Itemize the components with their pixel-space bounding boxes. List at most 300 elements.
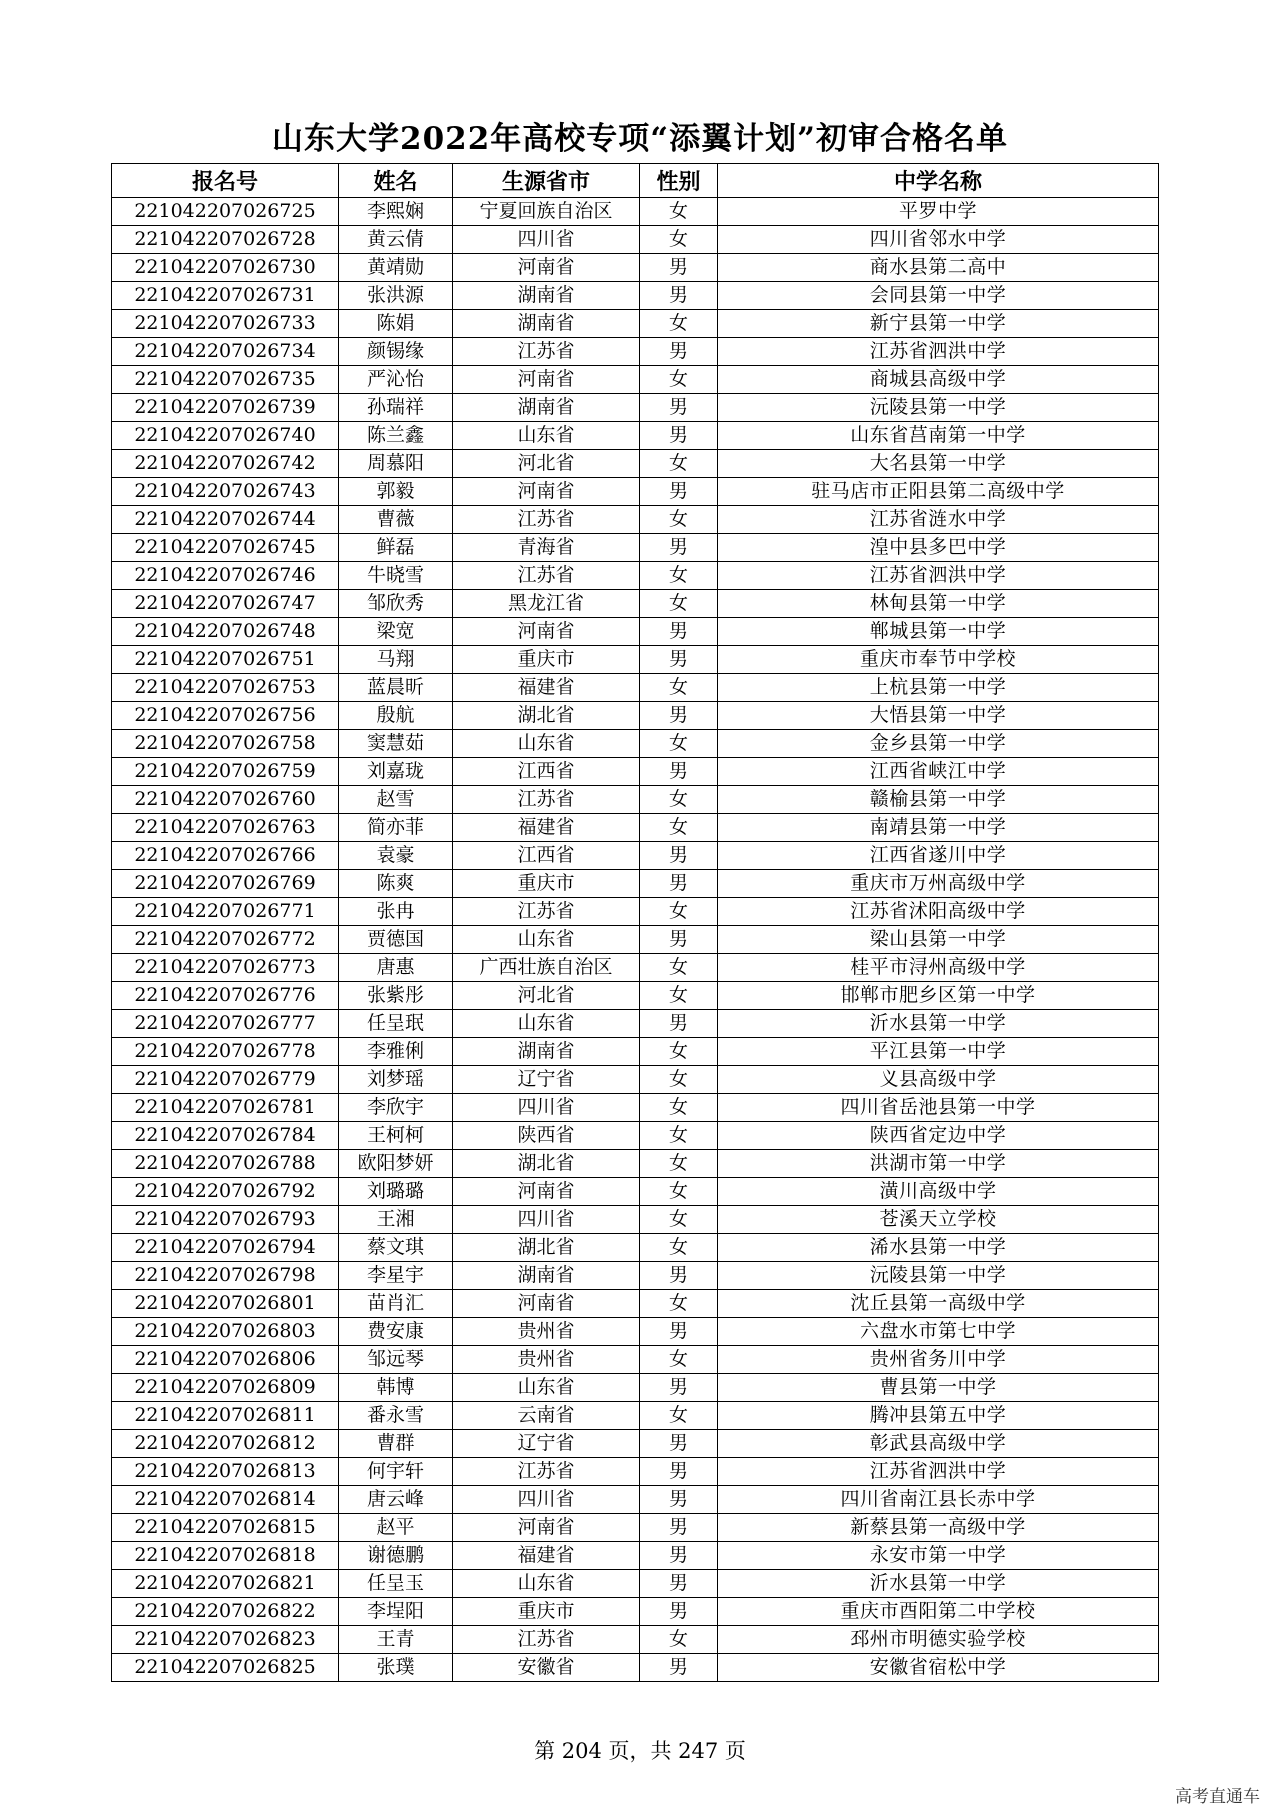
name-cell: 曹群 <box>339 1430 453 1458</box>
table-row <box>112 618 1159 646</box>
registration-number-cell: 221042207026794 <box>112 1234 339 1262</box>
province-cell: 山东省 <box>453 422 640 450</box>
province-cell: 河南省 <box>453 1178 640 1206</box>
registration-number-cell: 221042207026777 <box>112 1010 339 1038</box>
registration-number-cell: 221042207026776 <box>112 982 339 1010</box>
province-cell: 重庆市 <box>453 870 640 898</box>
province-cell: 江苏省 <box>453 338 640 366</box>
province-cell: 山东省 <box>453 926 640 954</box>
name-cell: 苗肖汇 <box>339 1290 453 1318</box>
table-row <box>112 730 1159 758</box>
province-cell: 江西省 <box>453 842 640 870</box>
registration-number-cell: 221042207026793 <box>112 1206 339 1234</box>
name-cell: 王湘 <box>339 1206 453 1234</box>
school-cell: 新蔡县第一高级中学 <box>718 1514 1159 1542</box>
name-cell: 郭毅 <box>339 478 453 506</box>
gender-cell: 男 <box>640 1430 718 1458</box>
registration-number-cell: 221042207026801 <box>112 1290 339 1318</box>
table-row <box>112 1542 1159 1570</box>
table-row <box>112 1570 1159 1598</box>
school-cell: 四川省邻水中学 <box>718 226 1159 254</box>
table-row <box>112 1150 1159 1178</box>
registration-number-cell: 221042207026733 <box>112 310 339 338</box>
table-row <box>112 758 1159 786</box>
registration-number-cell: 221042207026751 <box>112 646 339 674</box>
province-cell: 江苏省 <box>453 898 640 926</box>
school-cell: 六盘水市第七中学 <box>718 1318 1159 1346</box>
gender-cell: 女 <box>640 590 718 618</box>
registration-number-cell: 221042207026728 <box>112 226 339 254</box>
school-cell: 江苏省泗洪中学 <box>718 1458 1159 1486</box>
name-cell: 陈爽 <box>339 870 453 898</box>
name-cell: 李熙娴 <box>339 198 453 226</box>
name-cell: 梁宽 <box>339 618 453 646</box>
province-cell: 四川省 <box>453 1206 640 1234</box>
name-cell: 蓝晨昕 <box>339 674 453 702</box>
school-cell: 永安市第一中学 <box>718 1542 1159 1570</box>
school-cell: 江苏省涟水中学 <box>718 506 1159 534</box>
gender-cell: 女 <box>640 1402 718 1430</box>
table-row <box>112 1178 1159 1206</box>
name-cell: 何宇轩 <box>339 1458 453 1486</box>
school-cell: 洪湖市第一中学 <box>718 1150 1159 1178</box>
page-title: 山东大学2022年高校专项“添翼计划”初审合格名单 <box>272 121 1008 157</box>
school-cell: 潢川高级中学 <box>718 1178 1159 1206</box>
school-cell: 江苏省泗洪中学 <box>718 562 1159 590</box>
name-cell: 唐惠 <box>339 954 453 982</box>
province-cell: 江苏省 <box>453 1458 640 1486</box>
registration-number-cell: 221042207026725 <box>112 198 339 226</box>
registration-number-cell: 221042207026772 <box>112 926 339 954</box>
gender-cell: 男 <box>640 1486 718 1514</box>
name-cell: 谢德鹏 <box>339 1542 453 1570</box>
table-row <box>112 674 1159 702</box>
school-cell: 浠水县第一中学 <box>718 1234 1159 1262</box>
table-row <box>112 1486 1159 1514</box>
school-cell: 腾冲县第五中学 <box>718 1402 1159 1430</box>
gender-cell: 女 <box>640 562 718 590</box>
school-cell: 沂水县第一中学 <box>718 1010 1159 1038</box>
province-cell: 江西省 <box>453 758 640 786</box>
province-cell: 河南省 <box>453 478 640 506</box>
header-registration-number: 报名号 <box>112 164 339 198</box>
name-cell: 蔡文琪 <box>339 1234 453 1262</box>
registration-number-cell: 221042207026815 <box>112 1514 339 1542</box>
province-cell: 河南省 <box>453 1514 640 1542</box>
registration-number-cell: 221042207026744 <box>112 506 339 534</box>
province-cell: 福建省 <box>453 674 640 702</box>
table-row <box>112 982 1159 1010</box>
table-row <box>112 814 1159 842</box>
school-cell: 赣榆县第一中学 <box>718 786 1159 814</box>
province-cell: 河南省 <box>453 618 640 646</box>
gender-cell: 男 <box>640 926 718 954</box>
name-cell: 欧阳梦妍 <box>339 1150 453 1178</box>
table-row <box>112 1514 1159 1542</box>
table-row <box>112 1374 1159 1402</box>
province-cell: 贵州省 <box>453 1346 640 1374</box>
school-cell: 四川省岳池县第一中学 <box>718 1094 1159 1122</box>
name-cell: 张洪源 <box>339 282 453 310</box>
gender-cell: 男 <box>640 534 718 562</box>
registration-number-cell: 221042207026743 <box>112 478 339 506</box>
table-row <box>112 1206 1159 1234</box>
table-row <box>112 1066 1159 1094</box>
province-cell: 四川省 <box>453 1094 640 1122</box>
name-cell: 周慕阳 <box>339 450 453 478</box>
gender-cell: 男 <box>640 702 718 730</box>
registration-number-cell: 221042207026730 <box>112 254 339 282</box>
registration-number-cell: 221042207026766 <box>112 842 339 870</box>
gender-cell: 女 <box>640 366 718 394</box>
registration-number-cell: 221042207026806 <box>112 1346 339 1374</box>
province-cell: 黑龙江省 <box>453 590 640 618</box>
gender-cell: 女 <box>640 1290 718 1318</box>
name-cell: 李埕阳 <box>339 1598 453 1626</box>
registration-number-cell: 221042207026731 <box>112 282 339 310</box>
name-cell: 陈兰鑫 <box>339 422 453 450</box>
gender-cell: 男 <box>640 1458 718 1486</box>
name-cell: 张冉 <box>339 898 453 926</box>
name-cell: 殷航 <box>339 702 453 730</box>
province-cell: 江苏省 <box>453 1626 640 1654</box>
province-cell: 山东省 <box>453 1570 640 1598</box>
registration-number-cell: 221042207026809 <box>112 1374 339 1402</box>
province-cell: 湖北省 <box>453 1150 640 1178</box>
school-cell: 金乡县第一中学 <box>718 730 1159 758</box>
province-cell: 河南省 <box>453 366 640 394</box>
table-row <box>112 422 1159 450</box>
registration-number-cell: 221042207026798 <box>112 1262 339 1290</box>
table-row <box>112 842 1159 870</box>
registration-number-cell: 221042207026748 <box>112 618 339 646</box>
registration-number-cell: 221042207026756 <box>112 702 339 730</box>
name-cell: 刘璐璐 <box>339 1178 453 1206</box>
registration-number-cell: 221042207026739 <box>112 394 339 422</box>
school-cell: 江苏省泗洪中学 <box>718 338 1159 366</box>
gender-cell: 男 <box>640 1374 718 1402</box>
school-cell: 商城县高级中学 <box>718 366 1159 394</box>
gender-cell: 女 <box>640 1122 718 1150</box>
registration-number-cell: 221042207026758 <box>112 730 339 758</box>
gender-cell: 女 <box>640 674 718 702</box>
qualified-list-table <box>111 163 1159 1682</box>
province-cell: 山东省 <box>453 1010 640 1038</box>
school-cell: 四川省南江县长赤中学 <box>718 1486 1159 1514</box>
table-header-row <box>112 164 1159 198</box>
gender-cell: 女 <box>640 450 718 478</box>
province-cell: 辽宁省 <box>453 1430 640 1458</box>
page-footer: 第 204 页，共 247 页 <box>534 1739 746 1763</box>
gender-cell: 女 <box>640 730 718 758</box>
province-cell: 重庆市 <box>453 646 640 674</box>
name-cell: 费安康 <box>339 1318 453 1346</box>
province-cell: 湖北省 <box>453 702 640 730</box>
registration-number-cell: 221042207026792 <box>112 1178 339 1206</box>
table-row <box>112 506 1159 534</box>
school-cell: 重庆市奉节中学校 <box>718 646 1159 674</box>
registration-number-cell: 221042207026779 <box>112 1066 339 1094</box>
name-cell: 颜锡缘 <box>339 338 453 366</box>
registration-number-cell: 221042207026745 <box>112 534 339 562</box>
registration-number-cell: 221042207026825 <box>112 1654 339 1682</box>
gender-cell: 女 <box>640 1234 718 1262</box>
table-row <box>112 1094 1159 1122</box>
school-cell: 郸城县第一中学 <box>718 618 1159 646</box>
school-cell: 苍溪天立学校 <box>718 1206 1159 1234</box>
name-cell: 鲜磊 <box>339 534 453 562</box>
table-row <box>112 450 1159 478</box>
province-cell: 重庆市 <box>453 1598 640 1626</box>
gender-cell: 男 <box>640 842 718 870</box>
province-cell: 湖南省 <box>453 1038 640 1066</box>
gender-cell: 女 <box>640 898 718 926</box>
gender-cell: 男 <box>640 338 718 366</box>
province-cell: 广西壮族自治区 <box>453 954 640 982</box>
school-cell: 邯郸市肥乡区第一中学 <box>718 982 1159 1010</box>
table-row <box>112 786 1159 814</box>
registration-number-cell: 221042207026778 <box>112 1038 339 1066</box>
registration-number-cell: 221042207026759 <box>112 758 339 786</box>
gender-cell: 女 <box>640 1626 718 1654</box>
province-cell: 河北省 <box>453 450 640 478</box>
school-cell: 桂平市浔州高级中学 <box>718 954 1159 982</box>
table-row <box>112 926 1159 954</box>
gender-cell: 男 <box>640 394 718 422</box>
header-province: 生源省市 <box>453 164 640 198</box>
gender-cell: 女 <box>640 1038 718 1066</box>
province-cell: 山东省 <box>453 1374 640 1402</box>
registration-number-cell: 221042207026760 <box>112 786 339 814</box>
province-cell: 福建省 <box>453 1542 640 1570</box>
table-row <box>112 1458 1159 1486</box>
province-cell: 河北省 <box>453 982 640 1010</box>
table-row <box>112 394 1159 422</box>
name-cell: 唐云峰 <box>339 1486 453 1514</box>
province-cell: 江苏省 <box>453 506 640 534</box>
province-cell: 辽宁省 <box>453 1066 640 1094</box>
school-cell: 江苏省沭阳高级中学 <box>718 898 1159 926</box>
gender-cell: 女 <box>640 1178 718 1206</box>
table-row <box>112 1654 1159 1682</box>
registration-number-cell: 221042207026742 <box>112 450 339 478</box>
gender-cell: 男 <box>640 478 718 506</box>
province-cell: 江苏省 <box>453 562 640 590</box>
name-cell: 陈娟 <box>339 310 453 338</box>
school-cell: 梁山县第一中学 <box>718 926 1159 954</box>
gender-cell: 女 <box>640 982 718 1010</box>
province-cell: 湖南省 <box>453 394 640 422</box>
registration-number-cell: 221042207026740 <box>112 422 339 450</box>
table-row <box>112 1234 1159 1262</box>
registration-number-cell: 221042207026823 <box>112 1626 339 1654</box>
table-row <box>112 702 1159 730</box>
registration-number-cell: 221042207026812 <box>112 1430 339 1458</box>
gender-cell: 男 <box>640 1654 718 1682</box>
school-cell: 平江县第一中学 <box>718 1038 1159 1066</box>
header-school: 中学名称 <box>718 164 1159 198</box>
gender-cell: 男 <box>640 282 718 310</box>
province-cell: 青海省 <box>453 534 640 562</box>
province-cell: 湖南省 <box>453 282 640 310</box>
school-cell: 湟中县多巴中学 <box>718 534 1159 562</box>
name-cell: 贾德国 <box>339 926 453 954</box>
gender-cell: 男 <box>640 1598 718 1626</box>
province-cell: 江苏省 <box>453 786 640 814</box>
school-cell: 沅陵县第一中学 <box>718 394 1159 422</box>
gender-cell: 女 <box>640 198 718 226</box>
name-cell: 袁豪 <box>339 842 453 870</box>
school-cell: 平罗中学 <box>718 198 1159 226</box>
gender-cell: 女 <box>640 786 718 814</box>
name-cell: 孙瑞祥 <box>339 394 453 422</box>
school-cell: 重庆市万州高级中学 <box>718 870 1159 898</box>
school-cell: 义县高级中学 <box>718 1066 1159 1094</box>
province-cell: 湖南省 <box>453 1262 640 1290</box>
school-cell: 江西省峡江中学 <box>718 758 1159 786</box>
gender-cell: 女 <box>640 226 718 254</box>
watermark: 高考直通车 <box>1175 1787 1260 1807</box>
school-cell: 邳州市明德实验学校 <box>718 1626 1159 1654</box>
registration-number-cell: 221042207026734 <box>112 338 339 366</box>
registration-number-cell: 221042207026821 <box>112 1570 339 1598</box>
school-cell: 沈丘县第一高级中学 <box>718 1290 1159 1318</box>
header-name: 姓名 <box>339 164 453 198</box>
table-row <box>112 338 1159 366</box>
name-cell: 王柯柯 <box>339 1122 453 1150</box>
table-row <box>112 1010 1159 1038</box>
name-cell: 李欣宇 <box>339 1094 453 1122</box>
registration-number-cell: 221042207026763 <box>112 814 339 842</box>
registration-number-cell: 221042207026814 <box>112 1486 339 1514</box>
school-cell: 曹县第一中学 <box>718 1374 1159 1402</box>
name-cell: 刘梦瑶 <box>339 1066 453 1094</box>
province-cell: 河南省 <box>453 1290 640 1318</box>
name-cell: 任呈珉 <box>339 1010 453 1038</box>
table-row <box>112 282 1159 310</box>
province-cell: 河南省 <box>453 254 640 282</box>
registration-number-cell: 221042207026803 <box>112 1318 339 1346</box>
province-cell: 湖南省 <box>453 310 640 338</box>
school-cell: 贵州省务川中学 <box>718 1346 1159 1374</box>
name-cell: 赵雪 <box>339 786 453 814</box>
table-row <box>112 562 1159 590</box>
registration-number-cell: 221042207026747 <box>112 590 339 618</box>
table-row <box>112 1430 1159 1458</box>
table-row <box>112 1318 1159 1346</box>
name-cell: 牛晓雪 <box>339 562 453 590</box>
province-cell: 安徽省 <box>453 1654 640 1682</box>
registration-number-cell: 221042207026788 <box>112 1150 339 1178</box>
gender-cell: 女 <box>640 1206 718 1234</box>
name-cell: 王青 <box>339 1626 453 1654</box>
name-cell: 邹远琴 <box>339 1346 453 1374</box>
school-cell: 沅陵县第一中学 <box>718 1262 1159 1290</box>
table-row <box>112 1598 1159 1626</box>
table-row <box>112 254 1159 282</box>
table-row <box>112 590 1159 618</box>
gender-cell: 女 <box>640 954 718 982</box>
registration-number-cell: 221042207026771 <box>112 898 339 926</box>
school-cell: 林甸县第一中学 <box>718 590 1159 618</box>
gender-cell: 女 <box>640 814 718 842</box>
school-cell: 会同县第一中学 <box>718 282 1159 310</box>
school-cell: 沂水县第一中学 <box>718 1570 1159 1598</box>
table-row <box>112 870 1159 898</box>
province-cell: 福建省 <box>453 814 640 842</box>
name-cell: 窦慧茹 <box>339 730 453 758</box>
gender-cell: 女 <box>640 1094 718 1122</box>
province-cell: 四川省 <box>453 1486 640 1514</box>
gender-cell: 男 <box>640 1542 718 1570</box>
table-row <box>112 366 1159 394</box>
registration-number-cell: 221042207026773 <box>112 954 339 982</box>
gender-cell: 女 <box>640 1066 718 1094</box>
name-cell: 严沁怡 <box>339 366 453 394</box>
gender-cell: 男 <box>640 422 718 450</box>
school-cell: 大悟县第一中学 <box>718 702 1159 730</box>
province-cell: 湖北省 <box>453 1234 640 1262</box>
gender-cell: 男 <box>640 618 718 646</box>
gender-cell: 男 <box>640 254 718 282</box>
name-cell: 任呈玉 <box>339 1570 453 1598</box>
registration-number-cell: 221042207026813 <box>112 1458 339 1486</box>
name-cell: 韩博 <box>339 1374 453 1402</box>
table-row <box>112 898 1159 926</box>
name-cell: 邹欣秀 <box>339 590 453 618</box>
school-cell: 商水县第二高中 <box>718 254 1159 282</box>
name-cell: 刘嘉珑 <box>339 758 453 786</box>
school-cell: 上杭县第一中学 <box>718 674 1159 702</box>
registration-number-cell: 221042207026784 <box>112 1122 339 1150</box>
gender-cell: 女 <box>640 1346 718 1374</box>
table-row <box>112 1038 1159 1066</box>
registration-number-cell: 221042207026735 <box>112 366 339 394</box>
name-cell: 张璞 <box>339 1654 453 1682</box>
table-row <box>112 534 1159 562</box>
table-row <box>112 478 1159 506</box>
table-row <box>112 226 1159 254</box>
province-cell: 陕西省 <box>453 1122 640 1150</box>
table-row <box>112 198 1159 226</box>
gender-cell: 男 <box>640 646 718 674</box>
registration-number-cell: 221042207026753 <box>112 674 339 702</box>
name-cell: 马翔 <box>339 646 453 674</box>
school-cell: 江西省遂川中学 <box>718 842 1159 870</box>
gender-cell: 男 <box>640 758 718 786</box>
name-cell: 黄靖勋 <box>339 254 453 282</box>
school-cell: 彰武县高级中学 <box>718 1430 1159 1458</box>
school-cell: 大名县第一中学 <box>718 450 1159 478</box>
registration-number-cell: 221042207026769 <box>112 870 339 898</box>
name-cell: 番永雪 <box>339 1402 453 1430</box>
registration-number-cell: 221042207026746 <box>112 562 339 590</box>
gender-cell: 男 <box>640 1318 718 1346</box>
province-cell: 贵州省 <box>453 1318 640 1346</box>
province-cell: 云南省 <box>453 1402 640 1430</box>
gender-cell: 男 <box>640 870 718 898</box>
table-row <box>112 1346 1159 1374</box>
school-cell: 新宁县第一中学 <box>718 310 1159 338</box>
name-cell: 曹薇 <box>339 506 453 534</box>
gender-cell: 男 <box>640 1514 718 1542</box>
name-cell: 简亦菲 <box>339 814 453 842</box>
table-row <box>112 954 1159 982</box>
province-cell: 山东省 <box>453 730 640 758</box>
table-row <box>112 1402 1159 1430</box>
registration-number-cell: 221042207026781 <box>112 1094 339 1122</box>
school-cell: 山东省莒南第一中学 <box>718 422 1159 450</box>
